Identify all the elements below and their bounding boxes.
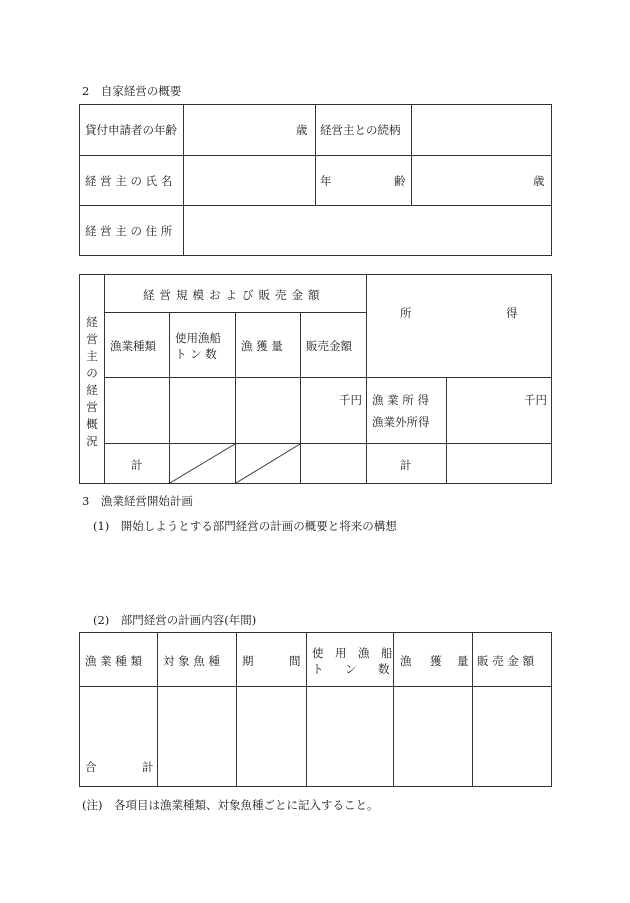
- side-label-char: 主: [86, 349, 98, 363]
- plan-period-header-char1: 期: [242, 654, 254, 668]
- total-label: 計: [131, 458, 143, 472]
- fishery-type-field[interactable]: [105, 378, 168, 442]
- non-fishery-income-label: 漁業外所得: [372, 415, 430, 429]
- plan-catch-header-char1: 漁: [400, 654, 412, 668]
- diagonal-slash: [235, 443, 301, 484]
- side-label-char: 経: [86, 315, 98, 329]
- plan-vessel-tonnage-char-su: 数: [378, 662, 390, 676]
- section2-heading: 2 自家経営の概要: [82, 84, 182, 98]
- plan-total-char1: 合: [85, 760, 97, 774]
- age-unit: 歳: [296, 123, 308, 137]
- plan-vessel-tonnage-header-line1: 使 用 漁 船: [312, 646, 393, 660]
- scale-sales-header: 経営規模および販売金額: [143, 288, 325, 302]
- catch-amount-field[interactable]: [236, 378, 299, 442]
- plan-period-field[interactable]: [237, 687, 305, 785]
- side-label-char: 概: [86, 417, 98, 431]
- relationship-label: 経営主との続柄: [320, 123, 401, 137]
- plan-sales-field[interactable]: [473, 687, 550, 785]
- sales-amount-field[interactable]: [301, 378, 365, 442]
- side-label-char: 営: [86, 332, 98, 346]
- plan-target-species-field[interactable]: [158, 687, 235, 785]
- applicant-age-field[interactable]: [186, 104, 312, 155]
- vessel-tonnage-field[interactable]: [170, 378, 234, 442]
- side-label-char: 経: [86, 383, 98, 397]
- owner-address-field[interactable]: [186, 206, 549, 254]
- side-label-char: 営: [86, 400, 98, 414]
- side-label-char: の: [86, 366, 98, 380]
- sales-unit: 千円: [339, 393, 362, 407]
- income-header-char2: 得: [506, 306, 518, 320]
- plan-sales-header: 販 売 金 額: [477, 654, 534, 668]
- income-unit: 千円: [524, 393, 547, 407]
- plan-content-heading: (2) 部門経営の計画内容(年間): [93, 613, 257, 627]
- footnote: (注) 各項目は漁業種類、対象魚種ごとに記入すること。: [82, 798, 379, 812]
- plan-overview-heading: (1) 開始しようとする部門経営の計画の概要と将来の構想: [93, 519, 397, 533]
- owner-name-field[interactable]: [186, 156, 312, 204]
- plan-catch-header-char3: 量: [457, 654, 469, 668]
- income-total-label: 計: [400, 458, 412, 472]
- plan-total-char2: 計: [142, 760, 154, 774]
- income-header-char1: 所: [400, 306, 412, 320]
- owner-age-field[interactable]: [414, 156, 549, 204]
- relationship-field[interactable]: [414, 104, 549, 155]
- total-income-field[interactable]: [447, 444, 550, 482]
- owner-name-label: 経 営 主 の 氏 名: [85, 174, 173, 188]
- plan-catch-header-char2: 獲: [430, 654, 442, 668]
- age-label-char1: 年: [320, 174, 332, 188]
- plan-catch-field[interactable]: [394, 687, 471, 785]
- plan-overview-field[interactable]: [93, 540, 548, 606]
- fishery-income-label: 漁 業 所 得: [372, 393, 429, 407]
- catch-amount-header: 漁 獲 量: [241, 339, 283, 353]
- sales-amount-header: 販売金額: [306, 339, 352, 353]
- owner-address-label: 経 営 主 の 住 所: [85, 224, 173, 238]
- total-sales-field[interactable]: [301, 444, 365, 482]
- owner-age-unit: 歳: [533, 174, 545, 188]
- age-label-char2: 齢: [394, 174, 406, 188]
- vessel-tonnage-header-line1: 使用漁船: [175, 331, 221, 345]
- plan-vessel-tonnage-char-to: ト: [312, 662, 324, 676]
- applicant-age-label: 貸付申請者の年齢: [85, 123, 177, 137]
- section3-heading: 3 漁業経営開始計画: [82, 494, 193, 508]
- fishery-type-header: 漁業種類: [110, 339, 156, 353]
- side-label-char: 況: [86, 434, 98, 448]
- plan-vessel-tonnage-char-n: ン: [345, 662, 357, 676]
- diagonal-slash: [169, 443, 236, 484]
- income-field[interactable]: [447, 378, 550, 442]
- side-label: [84, 314, 100, 450]
- plan-period-header-char2: 間: [289, 654, 301, 668]
- plan-target-species-header: 対 象 魚 種: [163, 654, 220, 668]
- plan-vessel-tonnage-field[interactable]: [307, 687, 392, 785]
- vessel-tonnage-header-line2: ト ン 数: [175, 347, 217, 361]
- plan-fishery-type-header: 漁 業 種 類: [85, 654, 142, 668]
